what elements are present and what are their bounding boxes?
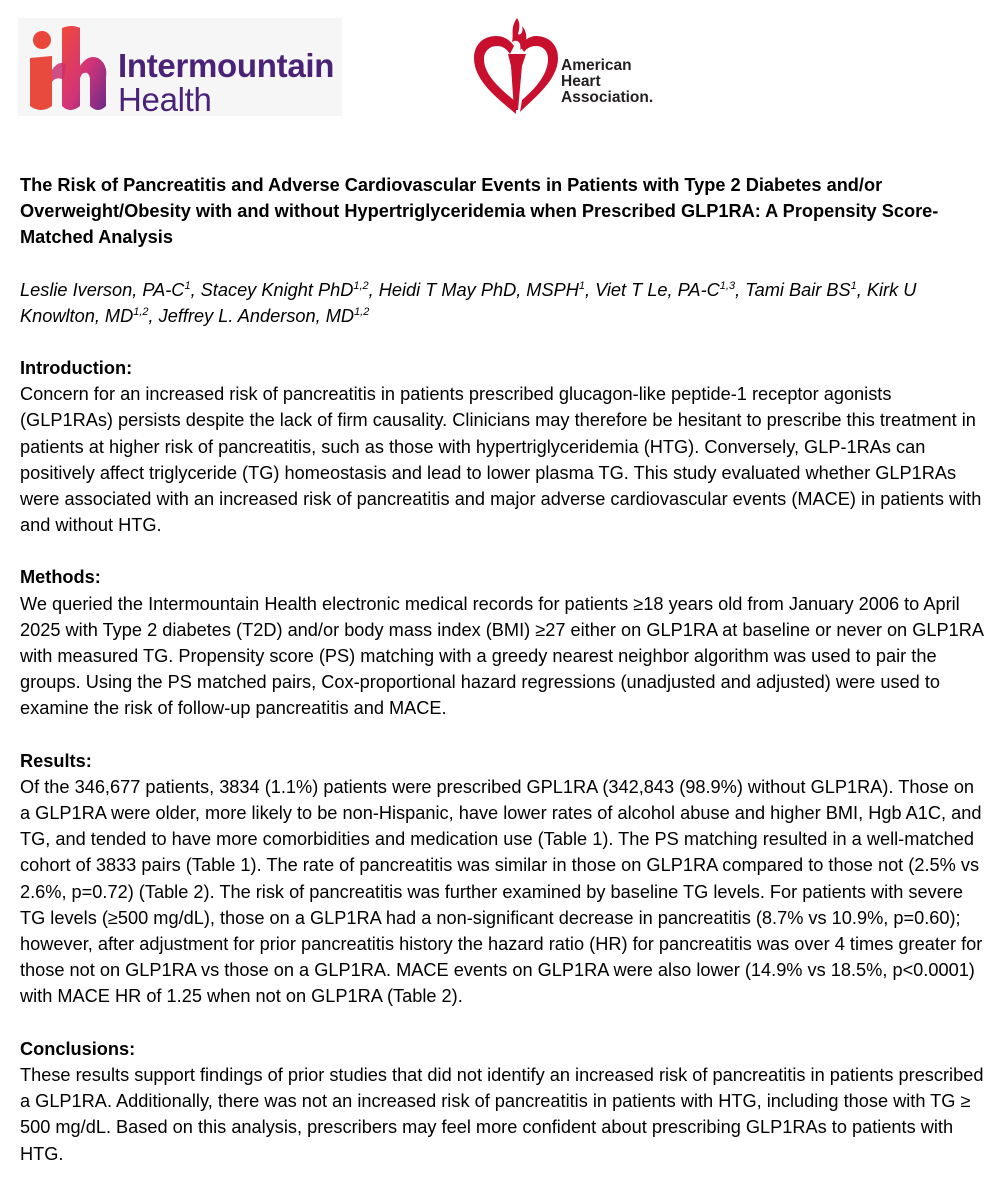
section-heading: Conclusions: <box>20 1038 136 1059</box>
author-affiliation: 1 <box>578 279 585 292</box>
aha-logo <box>470 14 670 118</box>
author-affiliation: 1 <box>184 279 191 292</box>
intermountain-mark-icon <box>20 20 116 116</box>
section-heading: Results: <box>20 750 92 771</box>
section-text: Concern for an increased risk of pancreatitis in patients prescribed glucagon-like peptide-1 receptor agonists (GLP1RAs) persists despite the lack of firm causality. Clinicians may therefore be hesitant to prescribe this treatment in patients at higher risk of pancreatitis, such as those with hypertriglyceridemia (HTG). Conversely, GLP-1RAs can positively affect triglyceride (TG) homeostasis and lead to lower plasma TG. This study evaluated whether GLP1RAs were associated with an increased risk of pancreatitis and major adverse cardiovascular events (MACE) in patients with and without HTG. <box>20 384 982 536</box>
author-name: Heidi T May PhD, MSPH <box>378 279 579 300</box>
aha-line3: Association. <box>561 89 654 106</box>
intermountain-line1: Intermountain <box>118 47 335 84</box>
author-affiliation: 1,2 <box>354 305 370 318</box>
author-name: Jeffrey L. Anderson, MD <box>158 305 355 326</box>
section-introduction <box>20 355 986 538</box>
author-affiliation: 1 <box>850 279 857 292</box>
section-results <box>20 748 986 1010</box>
heart-torch-icon <box>470 14 562 118</box>
author-affiliation: 1,2 <box>133 305 149 318</box>
aha-line2: Heart <box>561 73 601 90</box>
section-conclusions <box>20 1036 986 1167</box>
author-name: Tami Bair BS <box>745 279 851 300</box>
author-affiliation: 1,3 <box>719 279 736 292</box>
aha-wordmark <box>561 58 653 106</box>
author-name: Stacey Knight PhD <box>200 279 354 300</box>
abstract-body <box>20 172 986 1193</box>
section-text: We queried the Intermountain Health electronic medical records for patients ≥18 years old from January 2006 to April 2025 with Type 2 diabetes (T2D) and/or body mass index (BMI) ≥27 either on GLP1RA at baseline or never on GLP1RA with measured TG. Propensity score (PS) matching with a greedy nearest neighbor algorithm was used to pair the groups. Using the PS matched pairs, Cox-proportional hazard regressions (unadjusted and adjusted) were used to examine the risk of follow-up pancreatitis and MACE. <box>20 593 983 719</box>
author-list: Leslie Iverson, $PA-C^1$, Stacey Knight PhD$^{1,2}$, Heidi T May PhD, MSPH$^1$, Viet T Le, $PA-C^{1,3}$, Tami Bair $BS^1$, Kirk U Knowlton, MD$^{1,2}$, Jeffrey L. Anderson, MD$^{1,2}$ <box>20 279 917 326</box>
paper-title: The Risk of Pancreatitis and Adverse Cardiovascular Events in Patients with Type 2 Diabetes and/or Overweight/Obesity with and without Hypertriglyceridemia when Prescribed GLP1RA: A Propensity Score-Matched Analysis <box>20 175 939 248</box>
intermountain-health-logo <box>18 18 342 116</box>
intermountain-line2: Health <box>118 81 212 118</box>
section-text: Of the 346,677 patients, 3834 (1.1%) patients were prescribed GPL1RA (342,843 (98.9%) without GLP1RA). Those on a GLP1RA were older, more likely to be non-Hispanic, have lower rates of alcohol abuse and higher BMI, Hgb A1C, and TG, and tended to have more comorbidities and medication use (Table 1). The PS matching resulted in a well-matched cohort of 3833 pairs (Table 1). The rate of pancreatitis was similar in those on GLP1RA compared to those not (2.5% vs 2.6%, p=0.72) (Table 2). The risk of pancreatitis was further examined by baseline TG levels. For patients with severe TG levels (≥500 mg/dL), those on a GLP1RA had a non-significant decrease in pancreatitis (8.7% vs 10.9%, p=0.60); however, after adjustment for prior pancreatitis history the hazard ratio (HR) for pancreatitis was over 4 times greater for those not on GLP1RA vs those on a GLP1RA. MACE events on GLP1RA were also lower (14.9% vs 18.5%, p<0.0001) with MACE HR of 1.25 when not on GLP1RA (Table 2). <box>20 776 983 1007</box>
section-text: These results support findings of prior studies that did not identify an increased risk of pancreatitis in patients prescribed a GLP1RA. Additionally, there was not an increased risk of pancreatitis in patients with HTG, including those with TG ≥ 500 mg/dL. Based on this analysis, prescribers may feel more confident about prescribing GLP1RAs to patients with HTG. <box>20 1064 984 1164</box>
aha-line1: American <box>561 57 632 74</box>
author-name: Kirk U Knowlton, MD <box>20 279 917 326</box>
section-heading: Introduction: <box>20 358 133 379</box>
intermountain-wordmark <box>118 49 334 117</box>
author-name: Leslie Iverson, PA-C <box>20 279 185 300</box>
section-methods <box>20 564 986 721</box>
author-name: Viet T Le, PA-C <box>595 279 720 300</box>
section-heading: Methods: <box>20 567 101 588</box>
author-affiliation: 1,2 <box>353 279 369 292</box>
